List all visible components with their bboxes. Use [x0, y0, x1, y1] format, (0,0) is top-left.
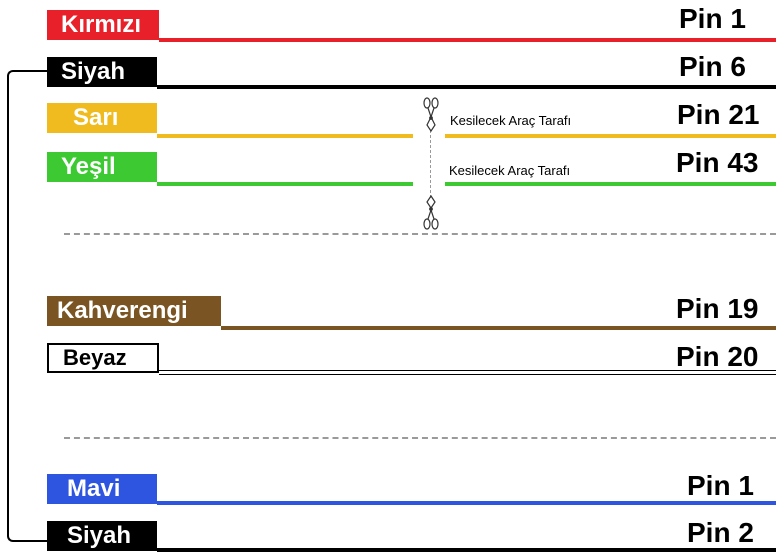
cut-line — [430, 130, 431, 198]
wire-label-kahverengi: Kahverengi — [47, 296, 221, 326]
wire-line-mavi — [157, 501, 776, 505]
pin-label-yesil: Pin 43 — [676, 147, 759, 178]
wire-line-yesil-right — [445, 182, 776, 186]
pin-label-kahverengi: Pin 19 — [676, 293, 759, 324]
wire-label-siyah-top: Siyah — [47, 57, 157, 87]
wire-label-mavi: Mavi — [47, 474, 157, 504]
wire-line-sari-right — [445, 134, 776, 138]
wire-label-kirmizi: Kırmızı — [47, 10, 159, 40]
wire-line-yesil-left — [157, 182, 413, 186]
wire-line-kahverengi — [221, 326, 776, 330]
wire-line-siyah-bottom — [157, 548, 776, 552]
wire-line-kirmizi — [159, 38, 776, 42]
wire-cutter-icon-bottom — [420, 194, 442, 230]
section-divider-1 — [64, 233, 776, 235]
section-divider-2 — [64, 437, 776, 439]
wire-label-sari: Sarı — [47, 103, 157, 133]
wire-line-sari-left — [157, 134, 413, 138]
wire-cutter-icon — [420, 97, 442, 133]
pin-label-mavi: Pin 1 — [687, 470, 754, 501]
pin-label-beyaz: Pin 20 — [676, 341, 759, 372]
wire-label-yesil: Yeşil — [47, 152, 157, 182]
pin-label-sari: Pin 21 — [677, 99, 760, 130]
siyah-loop-connector — [7, 70, 49, 542]
wire-label-beyaz: Beyaz — [47, 343, 159, 373]
pin-label-siyah-top: Pin 6 — [679, 51, 746, 82]
cut-note-yesil: Kesilecek Araç Tarafı — [449, 163, 571, 178]
cut-note-sari: Kesilecek Araç Tarafı — [450, 113, 572, 128]
wire-label-siyah-bottom: Siyah — [47, 521, 157, 551]
pin-label-siyah-bottom: Pin 2 — [687, 517, 754, 548]
wire-line-siyah-top — [157, 85, 776, 89]
pin-label-kirmizi: Pin 1 — [679, 3, 746, 34]
